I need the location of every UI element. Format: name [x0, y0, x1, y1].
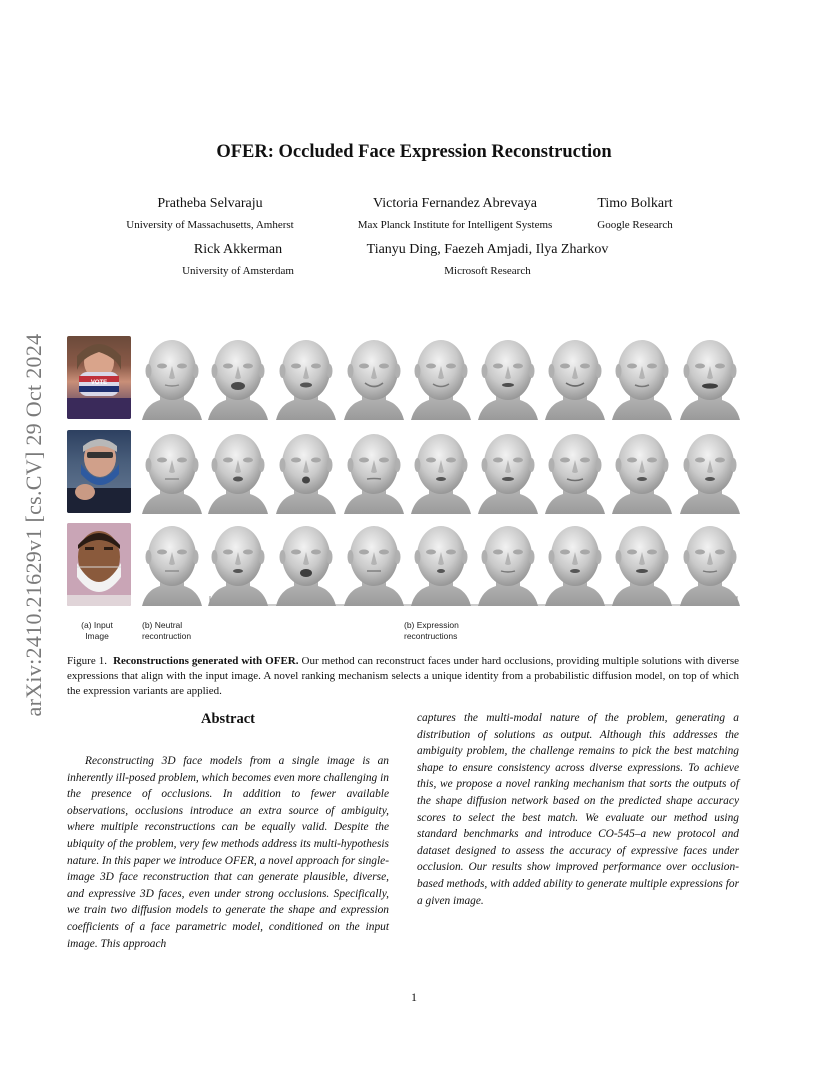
expression-head: [545, 434, 605, 514]
expression-head: [612, 340, 672, 420]
author-affiliation: Google Research: [597, 219, 673, 231]
expression-head: [344, 526, 404, 606]
abstract-left-column: Reconstructing 3D face models from a single image is an inherently ill-posed problem, which becomes even more challenging in the presence of occlusions. In addition to fewer available observations, occlusions introduce an extra source of ambiguity, where multiple reconstructions can be equally valid. Despite the ubiquity of the problem, very few methods address its multi-hypothesis nature. In this paper we introduce OFER, a novel approach for single-image 3D face reconstruction that can generate plausible, diverse, and expressive 3D faces, even under strong occlusions. Specifically, we train two diffusion models to generate the shape and expression coefficients of a face parametric model, conditioned on the input image. This approach: [67, 755, 389, 950]
caption-text: Our method can reconstruct faces under hard occlusions, providing multiple solutions with diverse expressions that align with the input image. A novel ranking mechanism selects a unique identity from a probabilistic diffusion model, on top of which the expression variants are applied.: [67, 655, 740, 697]
expression-head: [411, 526, 471, 606]
expression-head: [680, 434, 740, 514]
neutral-head: [142, 434, 202, 514]
expression-head: [344, 434, 404, 514]
input-photo-1: [67, 336, 131, 419]
author-affiliation: Microsoft Research: [444, 265, 531, 277]
author-name: Timo Bolkart: [597, 196, 673, 211]
arxiv-id: arXiv:2410.21629v1 [cs.CV] 29 Oct 2024: [21, 333, 46, 717]
figure-caption: [67, 654, 739, 699]
abstract-heading: Abstract: [201, 711, 255, 727]
author-name: Tianyu Ding, Faezeh Amjadi, Ilya Zharkov: [366, 242, 609, 257]
input-photo-2: [67, 430, 131, 513]
paper-title: OFER: Occluded Face Expression Reconstruction: [216, 142, 612, 162]
label-expression: (b) Expression recontructions: [404, 620, 459, 641]
neutral-head: [142, 526, 202, 606]
author-name: Rick Akkerman: [193, 242, 283, 257]
input-photo-3: [67, 523, 131, 606]
label-neutral: (b) Neutral recontruction: [142, 620, 192, 641]
expression-head: [680, 526, 740, 606]
expression-head: [208, 340, 268, 420]
expression-head: [612, 434, 672, 514]
author-name: Victoria Fernandez Abrevaya: [373, 196, 537, 211]
expression-head: [411, 340, 471, 420]
expression-head: [208, 526, 268, 606]
expression-head: [478, 526, 538, 606]
author-name: Pratheba Selvaraju: [157, 196, 263, 211]
expression-head: [545, 526, 605, 606]
expression-head: [545, 340, 605, 420]
expression-head: [344, 340, 404, 420]
expression-head: [208, 434, 268, 514]
expression-head: [276, 434, 336, 514]
reconstruction-grid: [138, 336, 746, 606]
expression-head: [411, 434, 471, 514]
neutral-head: [142, 340, 202, 420]
label-input-image: (a) Input Image: [81, 620, 113, 641]
expression-head: [276, 340, 336, 420]
author-affiliation: Max Planck Institute for Intelligent Systems: [357, 219, 553, 231]
mask-vote-text: VOTE: [90, 380, 108, 386]
caption-bold: Reconstructions generated with OFER.: [113, 655, 299, 667]
abstract-right-column: captures the multi-modal nature of the problem, generating a distribution of solutions as output. Although this addresses the ambiguity problem, the challenge remains to pick the best matching shape to ensure consistency across diverse expressions. To achieve this, we propose a novel ranking mechanism that sorts the outputs of the shape diffusion network based on the predicted shape accuracy scores to select the best match. We evaluate our method using standard benchmarks and introduce CO-545–a new protocol and dataset designed to assess the accuracy of expressive faces under occlusion. Our results show improved performance over occlusion-based methods, with added ability to generate multiple expressions for a given image.: [417, 712, 739, 907]
author-affiliation: University of Amsterdam: [182, 265, 294, 277]
expression-head: [680, 340, 740, 420]
page-number: 1: [411, 990, 417, 1004]
expression-head: [612, 526, 672, 606]
author-affiliation: University of Massachusetts, Amherst: [126, 219, 294, 231]
expression-head: [478, 434, 538, 514]
expression-head: [478, 340, 538, 420]
expression-head: [276, 526, 336, 606]
caption-prefix: Figure 1.: [67, 655, 108, 667]
